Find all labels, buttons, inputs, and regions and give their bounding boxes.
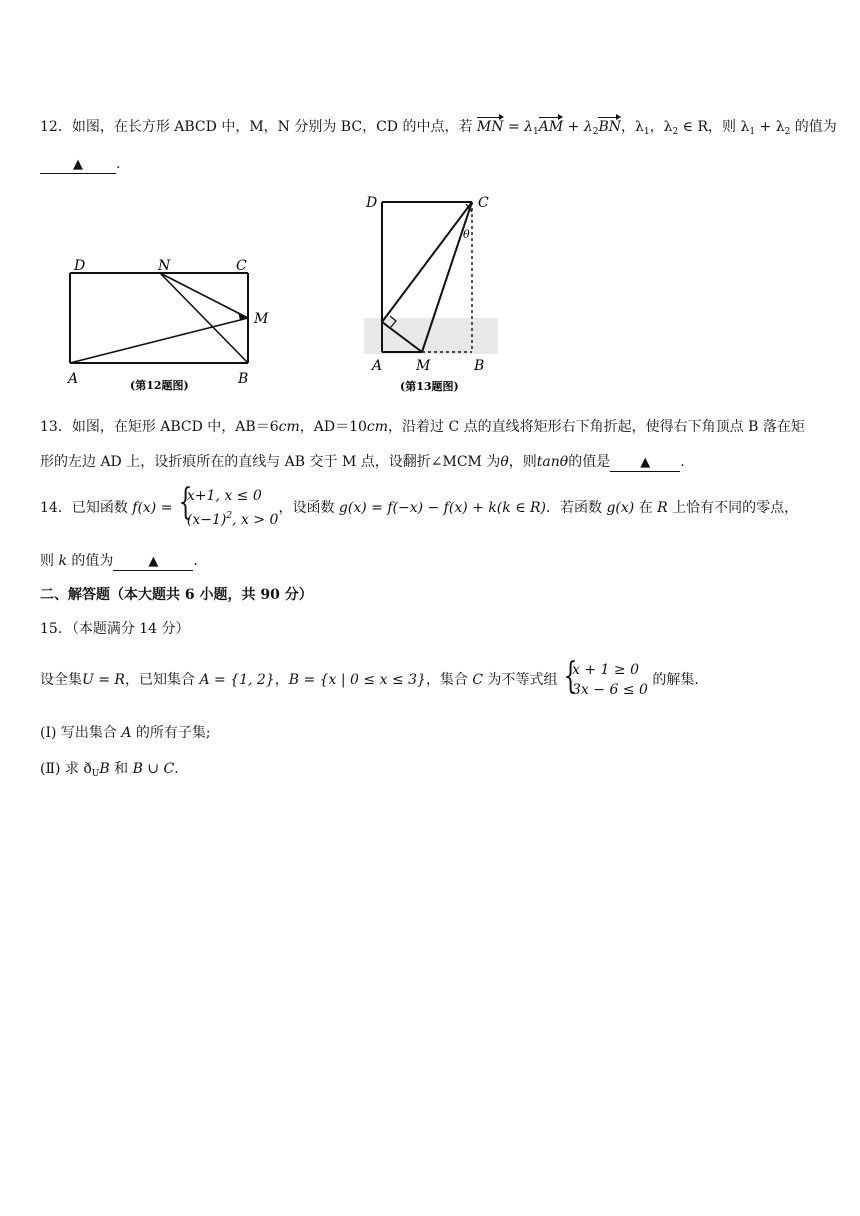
q15-part1-a: A (121, 725, 132, 741)
fig13-label-c: C (478, 195, 489, 211)
q12-t2i: 的值为 (790, 119, 837, 135)
q15-t5: 为不等式组 (483, 672, 558, 688)
q14-mid3: 在 (634, 500, 658, 516)
q13-text2: 形的左边 AD 上，设折痕所在的直线与 AB 交于 M 点，设翻折∠MCM 为 (40, 454, 501, 470)
q15-part2e: B ∪ C (132, 761, 175, 777)
inequality-row-1: { x + 1 ≥ 0 (572, 662, 639, 678)
case2-cond: , x > 0 (232, 512, 279, 528)
q13-text1: 13．如图，在矩形 ABCD 中，AB＝6 (40, 419, 279, 435)
case2-sup: 2 (226, 511, 233, 521)
q12-number: 12． (40, 119, 72, 135)
fig13-label-m: M (416, 358, 431, 374)
q13-theta: θ (500, 454, 509, 470)
q13-line2 (40, 451, 685, 472)
q14-r: R (657, 500, 668, 516)
q13-text1b: ，AD＝10 (299, 419, 367, 435)
fig13-label-b: B (474, 358, 485, 374)
inequality-row-2: 3x − 6 ≤ 0 (572, 682, 648, 698)
q15-header: 15．（本题满分 14 分） (40, 621, 190, 637)
q13-unit1: cm (278, 419, 300, 435)
vector-mn: MN (476, 119, 504, 135)
q12-eq: = λ (503, 119, 534, 135)
q12-sub2: 2 (592, 127, 599, 137)
q14-mid2: ．若函数 (546, 500, 607, 516)
answer-blank[interactable]: ▲ (113, 554, 193, 571)
q15-part1b: 的所有子集; (131, 725, 211, 741)
fig12-segment-nm (160, 273, 248, 318)
section-heading: 二、解答题（本大题共 6 小题，共 90 分） (40, 587, 313, 603)
q13-line1 (40, 416, 805, 436)
q14-number: 14．已知函数 (40, 500, 133, 516)
q12-t2f: 1 (749, 127, 756, 137)
fig12-label-c: C (236, 258, 247, 274)
q14-mid4: 上恰有不同的零点， (667, 500, 799, 516)
vector-am: AM (538, 119, 564, 135)
fig13-caption: (第13题图) (400, 380, 459, 393)
q13-text2b: ，则 (508, 454, 537, 470)
figure-13 (360, 190, 510, 400)
q12-t2d: 2 (672, 127, 679, 137)
answer-blank[interactable]: ▲ (610, 455, 680, 472)
fig13-label-theta: θ (463, 228, 470, 241)
q15-a: A = {1, 2} (199, 672, 275, 688)
q12-t2g: + λ (755, 119, 785, 135)
q12-t2b: 1 (643, 127, 650, 137)
q14-gdef: g(x) = f(−x) − f(x) + k(k ∈ R) (338, 500, 547, 516)
q13-end: . (680, 454, 685, 470)
q12-text: 如图，在长方形 ABCD 中，M，N 分别为 BC，CD 的中点，若 (71, 119, 473, 135)
q14-text2b: 的值为 (66, 553, 114, 569)
q12-sub: 1 (533, 127, 539, 137)
q12-t2: ，λ (621, 119, 644, 135)
q15-part1 (40, 722, 211, 742)
fig12-segment-am (70, 318, 248, 363)
fig12-label-d: D (74, 258, 86, 274)
q15-c: C (472, 672, 484, 688)
fig12-label-m: M (254, 311, 269, 327)
q14-mid: ，设函数 (278, 500, 339, 516)
q12-line2 (40, 156, 120, 174)
figure-12 (60, 255, 300, 395)
fig13-label-d: D (366, 195, 378, 211)
q13-unit2: cm (366, 419, 389, 435)
fig13-label-a: A (372, 358, 383, 374)
q15-part2a: (Ⅱ) 求 (40, 761, 84, 777)
fig12-segment-bn (160, 273, 248, 363)
q14-end: . (193, 553, 198, 569)
fig12-label-n: N (158, 258, 171, 274)
complement-sub: U (91, 769, 100, 779)
fig12-caption: (第12题图) (130, 379, 189, 392)
q12-plus: + λ (563, 119, 593, 135)
q12-t2c: ，λ (649, 119, 673, 135)
case-row-2 (187, 506, 279, 530)
q15-t4: ，集合 (425, 672, 473, 688)
answer-blank[interactable]: ▲ (40, 157, 116, 174)
q12-end: . (116, 156, 121, 172)
vector-bn: BN (598, 119, 622, 135)
q15-t1: 设全集 (40, 672, 82, 688)
complement-symbol: ð (83, 761, 92, 777)
q15-t2: ，已知集合 (124, 672, 200, 688)
q12-t2h: 2 (784, 127, 791, 137)
q12-t2e: ∈ R，则 λ (678, 119, 750, 135)
fig12-label-a: A (68, 371, 79, 387)
q15-part2c: B (99, 761, 110, 777)
q15-part2f: . (174, 761, 179, 777)
q15-t3: ， (274, 672, 289, 688)
inequality-system (562, 660, 648, 700)
case2-base: (x−1) (186, 512, 227, 528)
q14-text2a: 则 (40, 553, 59, 569)
q13-tan: tanθ (536, 454, 569, 470)
q15-part2d: 和 (109, 761, 133, 777)
q15-part2 (40, 758, 179, 779)
q15-part1a: (Ⅰ) 写出集合 (40, 725, 122, 741)
q15-t6: 的解集. (647, 672, 699, 688)
q15-b: B = {x | 0 ≤ x ≤ 3} (288, 672, 426, 688)
piecewise-cases (177, 486, 279, 530)
q13-text1c: ，沿着过 C 点的直线将矩形右下角折起，使得右下角顶点 B 落在矩 (388, 419, 805, 435)
q14-fx: (x) = (137, 500, 173, 516)
fig12-label-b: B (238, 371, 249, 387)
q15-u: U = R (82, 672, 125, 688)
case-row-1: { x+1, x ≤ 0 (186, 488, 262, 504)
fig13-segment-cb1 (382, 202, 472, 322)
q15-statement (40, 660, 699, 700)
q13-text2c: 的值是 (568, 454, 611, 470)
q14-line2 (40, 550, 198, 571)
q14-g: g(x) (606, 500, 635, 516)
q14-k: k (58, 553, 67, 569)
q12-line1 (40, 116, 837, 137)
q14-f: f (132, 500, 138, 516)
q14-line1 (40, 486, 798, 530)
